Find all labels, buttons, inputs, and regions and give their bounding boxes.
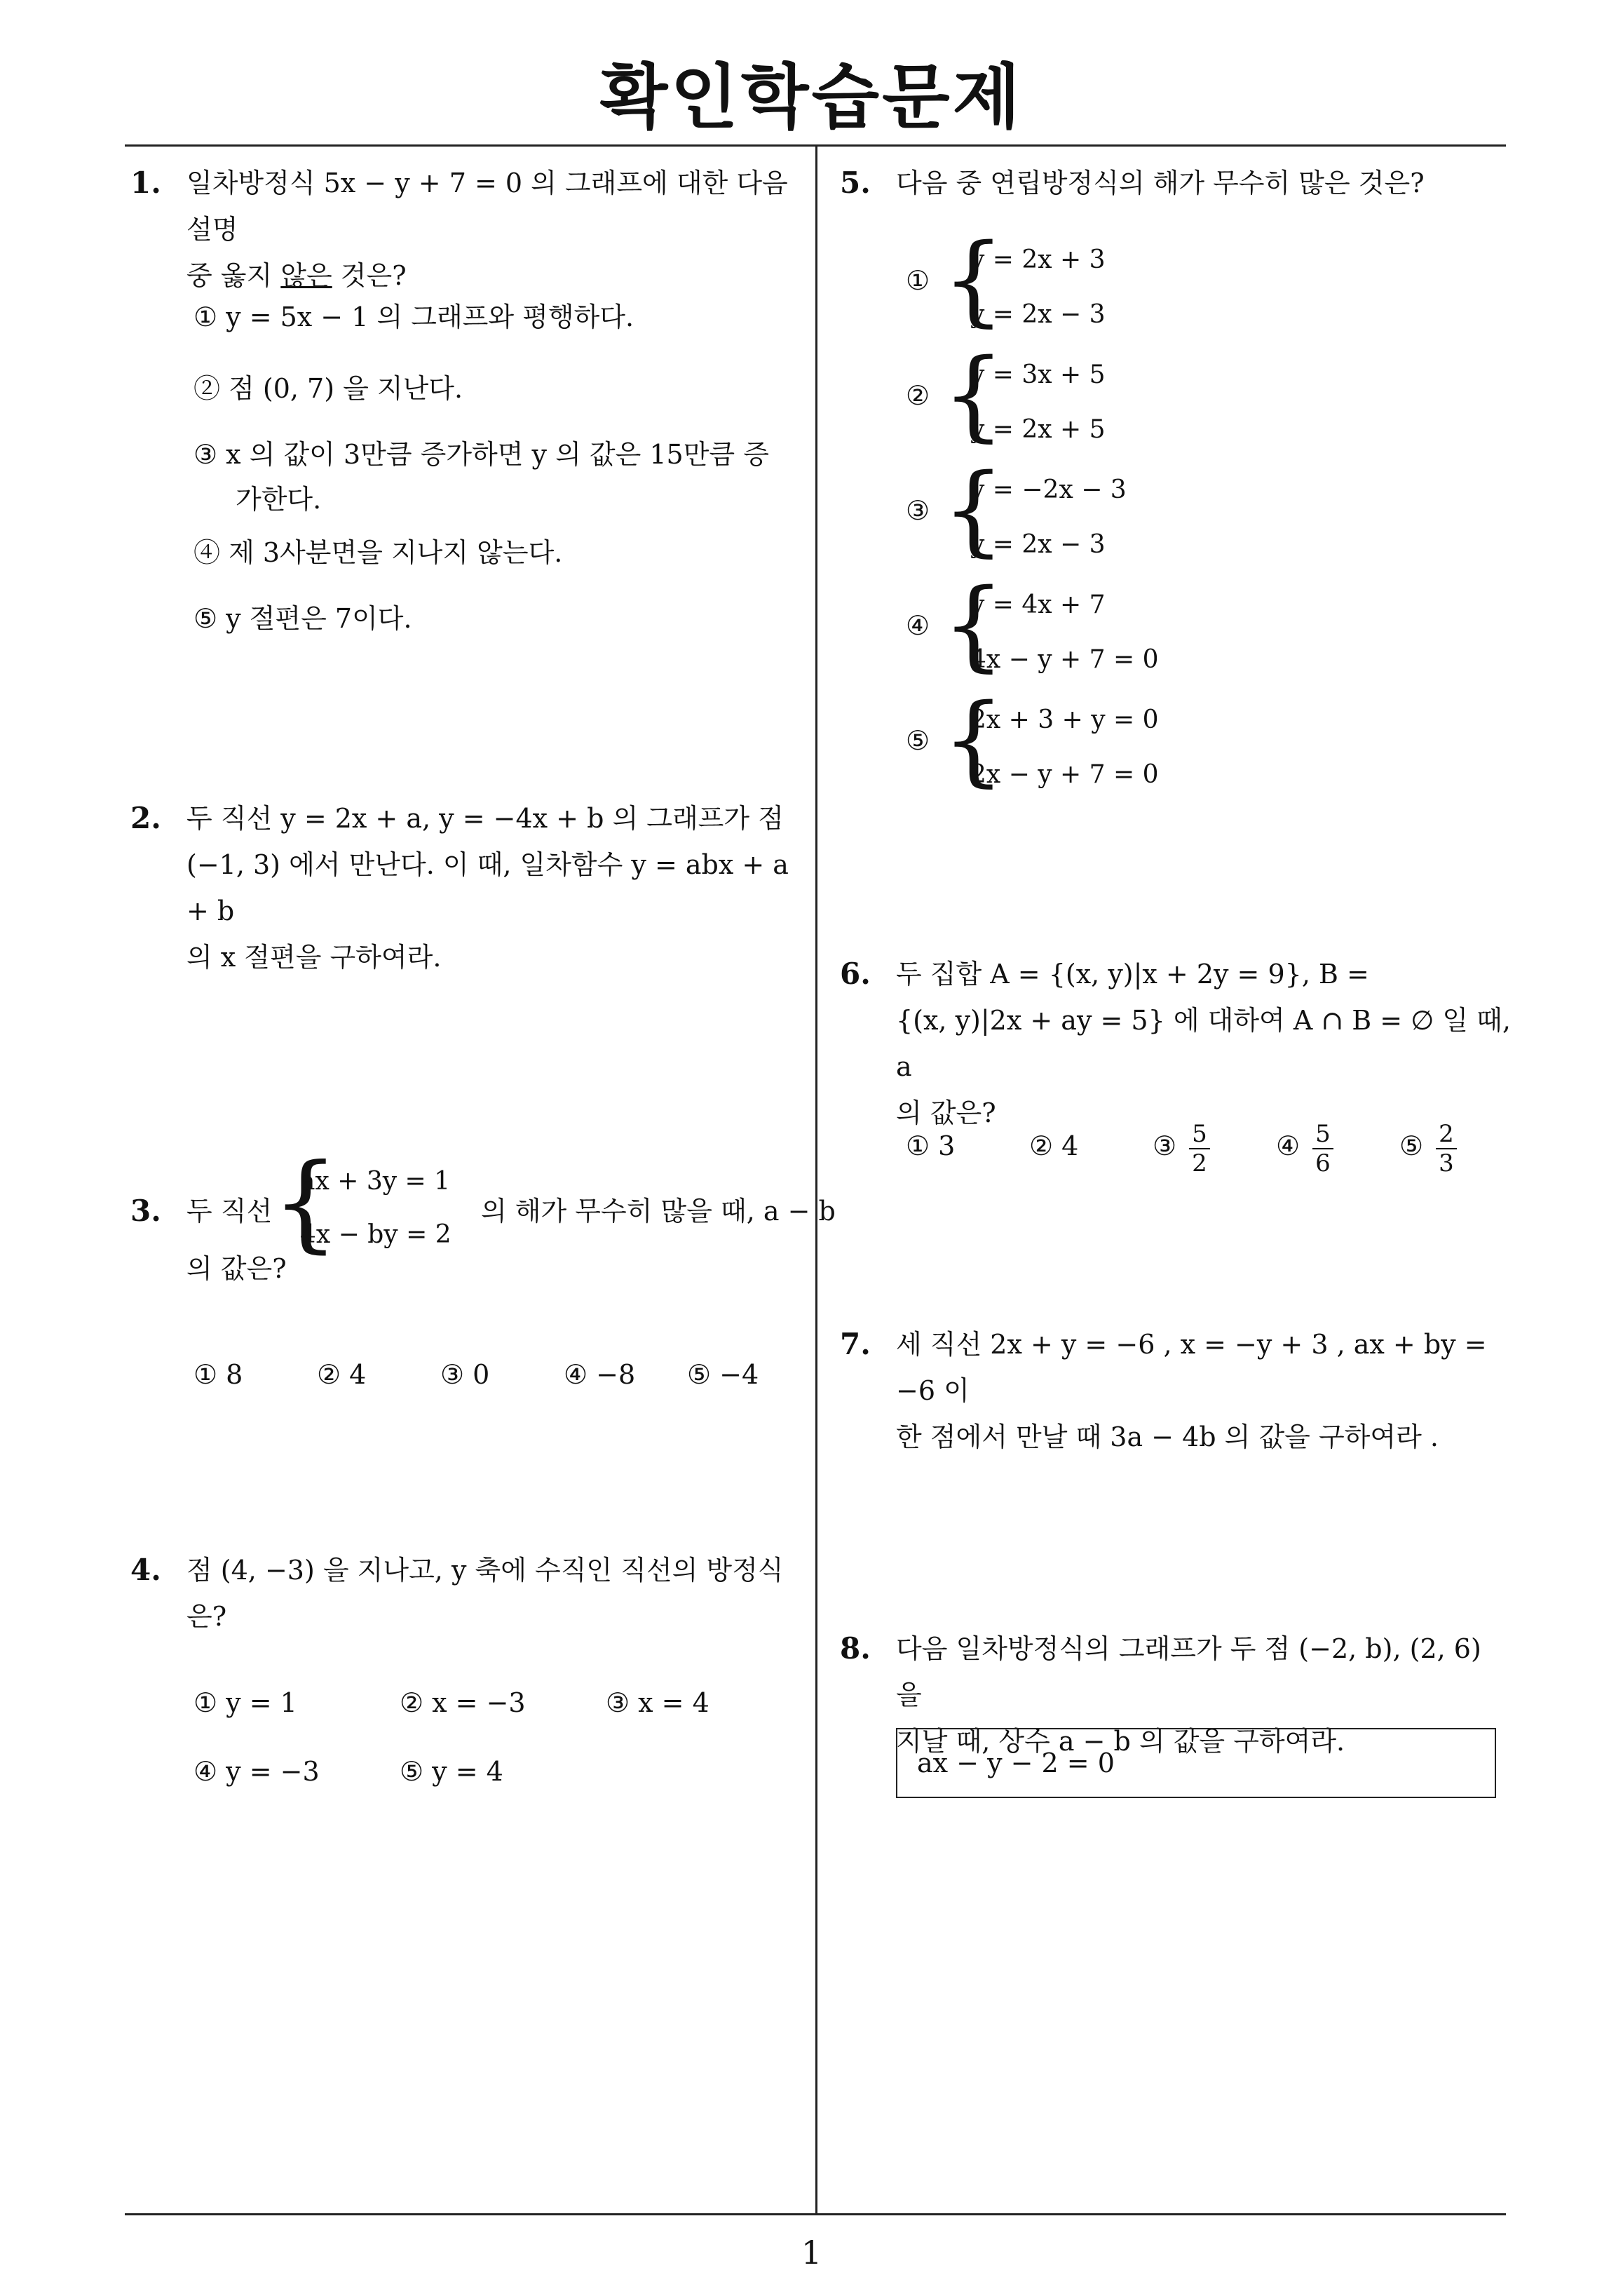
bottom-rule [125, 2213, 1506, 2215]
equation: y = 2x + 3 [970, 245, 1106, 274]
q5-option-5[interactable] [906, 683, 1256, 804]
equation: y = 2x + 5 [970, 415, 1106, 444]
question-text: 두 직선 y = 2x + a, y = −4x + b 의 그래프가 점 (−1, 3) 에서 만난다. 이 때, 일차함수 y = abx + a + b 의 x 절편을 구하여라. [186, 803, 789, 973]
fraction: $\frac{2}{3}$ [1436, 1120, 1457, 1177]
question-text: 두 집합 A = {(x, y)|x + 2y = 9}, B = {(x, y)|2x + ay = 5} 에 대하여 A ∩ B = ∅ 일 때, a 의 값은? [896, 959, 1511, 1128]
left-brace: { [942, 453, 1005, 567]
question-number: 5. [840, 166, 871, 200]
option-label: ⑤ [906, 725, 930, 756]
q6-option-5[interactable]: ⑤ $\frac{2}{3}$ [1399, 1115, 1457, 1177]
equation: y = 2x − 3 [970, 530, 1106, 559]
q4-option-2[interactable]: ② x = −3 [400, 1687, 526, 1718]
equation: 4x − by = 2 [300, 1220, 451, 1249]
page-title: 확인학습문제 [599, 56, 1024, 138]
question-6 [840, 951, 1513, 1136]
fraction: $\frac{5}{2}$ [1189, 1120, 1210, 1177]
question-number: 4. [130, 1553, 161, 1587]
option-label: ③ [906, 495, 930, 526]
question-number: 7. [840, 1327, 871, 1361]
equation: y = 2x − 3 [970, 300, 1106, 329]
q5-option-4[interactable] [906, 568, 1256, 689]
page-number: 1 [801, 2234, 822, 2271]
equation: 4x − y + 7 = 0 [970, 645, 1159, 674]
equation: ax + 3y = 1 [300, 1167, 451, 1196]
left-brace: { [942, 338, 1005, 452]
equation: y = 4x + 7 [970, 590, 1106, 619]
q3-option-4[interactable]: ④ −8 [564, 1359, 636, 1390]
q6-option-3[interactable]: ③ $\frac{5}{2}$ [1153, 1115, 1210, 1177]
question-text: 세 직선 2x + y = −6 , x = −y + 3 , ax + by = −6 이 한 점에서 만날 때 3a − 4b 의 값을 구하여라 . [896, 1329, 1487, 1452]
underlined-word: 않은 [280, 260, 332, 291]
q1-option-4[interactable]: ④ 제 3사분면을 지나지 않는다. [193, 537, 563, 568]
q4-option-3[interactable]: ③ x = 4 [606, 1687, 709, 1718]
question-3-line2: 의 값은? [186, 1253, 287, 1284]
left-brace: { [942, 683, 1005, 797]
question-5 [840, 160, 1513, 206]
q1-option-1[interactable]: ① y = 5x − 1 의 그래프와 평행하다. [193, 302, 634, 332]
q1-option-3[interactable]: ③ x 의 값이 3만큼 증가하면 y 의 값은 15만큼 증 [193, 439, 769, 470]
option-label: ④ [906, 610, 930, 641]
question-text-pre: 두 직선 [186, 1196, 273, 1227]
q1-option-2[interactable]: ② 점 (0, 7) 을 지난다. [193, 373, 463, 404]
q5-option-2[interactable] [906, 338, 1256, 459]
question-text: 다음 일차방정식의 그래프가 두 점 (−2, b), (2, 6) 을 지날 때, 상수 a − b 의 값을 구하여라. [896, 1633, 1481, 1757]
question-text: 일차방정식 5x − y + 7 = 0 의 그래프에 대한 다음 설명 중 옳지 않은 것은? [186, 168, 788, 291]
equation: 2x + 3 + y = 0 [970, 705, 1159, 734]
q3-option-2[interactable]: ② 4 [317, 1359, 367, 1390]
equation: 2x − y + 7 = 0 [970, 760, 1159, 789]
equation: y = −2x − 3 [970, 475, 1127, 504]
question-number: 2. [130, 801, 161, 835]
question-number: 1. [130, 166, 161, 200]
fraction: $\frac{5}{6}$ [1312, 1120, 1333, 1177]
q1-option-3-cont: 가한다. [236, 484, 322, 515]
q1-option-5[interactable]: ⑤ y 절편은 7이다. [193, 603, 412, 634]
option-label: ② [906, 380, 930, 411]
question-4 [130, 1547, 803, 1640]
q3-option-5[interactable]: ⑤ −4 [687, 1359, 759, 1390]
equation: y = 3x + 5 [970, 360, 1106, 389]
q6-option-2[interactable]: ② 4 [1029, 1130, 1079, 1161]
q5-option-3[interactable] [906, 453, 1256, 574]
q8-equation-box: ax − y − 2 = 0 [896, 1728, 1496, 1798]
option-label: ① [906, 265, 930, 296]
question-number: 8. [840, 1631, 871, 1666]
question-text: 점 (4, −3) 을 지나고, y 축에 수직인 직선의 방정식 은? [186, 1555, 784, 1632]
q3-system [272, 1142, 482, 1276]
left-brace: { [272, 1142, 339, 1264]
question-number: 3. [130, 1194, 161, 1228]
question-text: 다음 중 연립방정식의 해가 무수히 많은 것은? [896, 168, 1425, 198]
column-divider [815, 146, 817, 2215]
left-brace: { [942, 568, 1005, 682]
q6-option-1[interactable]: ① 3 [906, 1130, 956, 1161]
q5-option-1[interactable] [906, 223, 1256, 344]
question-2 [130, 795, 803, 980]
q3-option-1[interactable]: ① 8 [193, 1359, 243, 1390]
question-7 [840, 1321, 1513, 1460]
q4-option-5[interactable]: ⑤ y = 4 [400, 1756, 503, 1787]
q4-option-1[interactable]: ① y = 1 [193, 1687, 297, 1718]
q4-option-4[interactable]: ④ y = −3 [193, 1756, 320, 1787]
q3-option-3[interactable]: ③ 0 [440, 1359, 490, 1390]
q6-option-4[interactable]: ④ $\frac{5}{6}$ [1276, 1115, 1333, 1177]
question-3-post: 의 해가 무수히 많을 때, a − b [481, 1196, 836, 1227]
question-number: 6. [840, 957, 871, 991]
question-1 [130, 160, 803, 299]
left-brace: { [942, 223, 1005, 337]
